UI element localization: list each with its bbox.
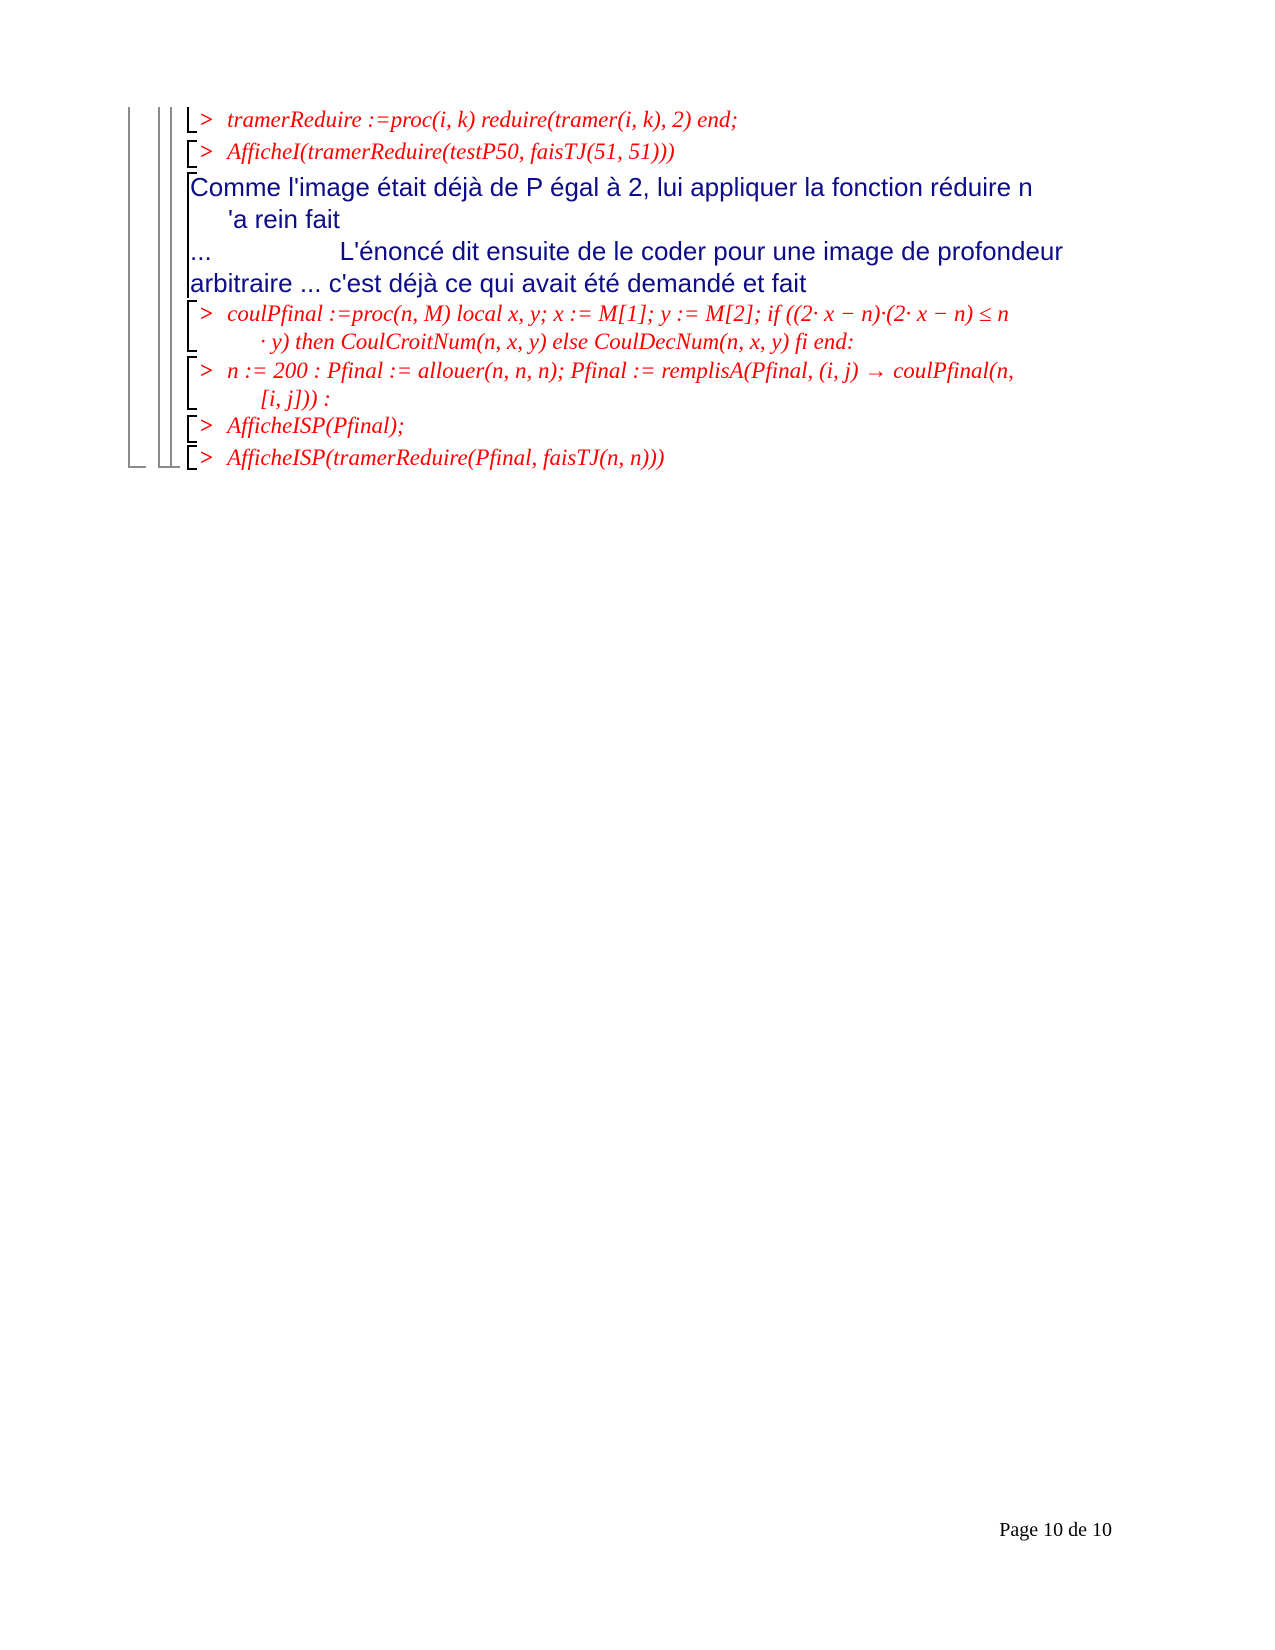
section-bracket-outer-foot: [128, 466, 146, 468]
paragraph-line: 'a rein fait: [228, 204, 340, 234]
input-line-continuation[interactable]: [200, 326, 1155, 358]
paragraph-line: [190, 235, 1170, 267]
input-prompt: >: [200, 107, 214, 132]
input-line-afficheISP[interactable]: [200, 410, 1155, 442]
page-number: Page 10 de 10: [999, 1519, 1112, 1541]
ellipsis-text: ...: [190, 236, 212, 266]
section-bracket-outer[interactable]: [128, 107, 130, 468]
input-prompt: >: [200, 358, 214, 383]
maple-input[interactable]: AfficheISP(tramerReduire(Pfinal, faisTJ(n, n))): [227, 445, 665, 470]
maple-input[interactable]: · y) then CoulCroitNum(n, x, y) else CoulDecNum(n, x, y) fi end:: [260, 329, 855, 354]
input-prompt: >: [200, 301, 214, 326]
execution-group-bracket[interactable]: [187, 107, 197, 133]
section-bracket-inner-foot: [158, 466, 180, 468]
execution-group-bracket[interactable]: [187, 356, 197, 410]
maple-input[interactable]: tramerReduire :=proc(i, k) reduire(tramer(i, k), 2) end;: [227, 107, 739, 132]
section-bracket-mid[interactable]: [158, 107, 160, 468]
maple-input[interactable]: AfficheISP(Pfinal);: [227, 413, 405, 438]
maple-input[interactable]: coulPfinal :=proc(n, M) local x, y; x := M[1]; y := M[2]; if ((2· x − n)·(2· x − n) ≤ n: [227, 301, 1009, 326]
comment-paragraph[interactable]: [190, 171, 1170, 299]
paragraph-line: arbitraire ... c'est déjà ce qui avait été demandé et fait: [190, 268, 807, 298]
input-line-afficheI[interactable]: [200, 136, 1155, 168]
execution-group-bracket[interactable]: [187, 300, 197, 352]
input-line-afficheISP-tramer[interactable]: [200, 442, 1155, 474]
input-prompt: >: [200, 139, 214, 164]
input-line-tramerReduire[interactable]: [200, 104, 1155, 136]
maple-input[interactable]: [i, j])) :: [260, 386, 331, 411]
execution-group-bracket[interactable]: [187, 445, 197, 470]
execution-group-bracket[interactable]: [187, 415, 197, 443]
section-bracket-inner[interactable]: [170, 107, 172, 468]
paragraph-text: L'énoncé dit ensuite de le coder pour une image de profondeur: [339, 236, 1064, 266]
maple-input[interactable]: AfficheI(tramerReduire(testP50, faisTJ(51, 51))): [227, 139, 675, 164]
maple-input[interactable]: n := 200 : Pfinal := allouer(n, n, n); Pfinal := remplisA(Pfinal, (i, j) → coulPfinal(n,: [227, 358, 1014, 383]
input-prompt: >: [200, 413, 214, 438]
paragraph-line: Comme l'image était déjà de P égal à 2, lui appliquer la fonction réduire n: [190, 172, 1033, 202]
input-prompt: >: [200, 445, 214, 470]
execution-group-bracket[interactable]: [187, 140, 197, 168]
